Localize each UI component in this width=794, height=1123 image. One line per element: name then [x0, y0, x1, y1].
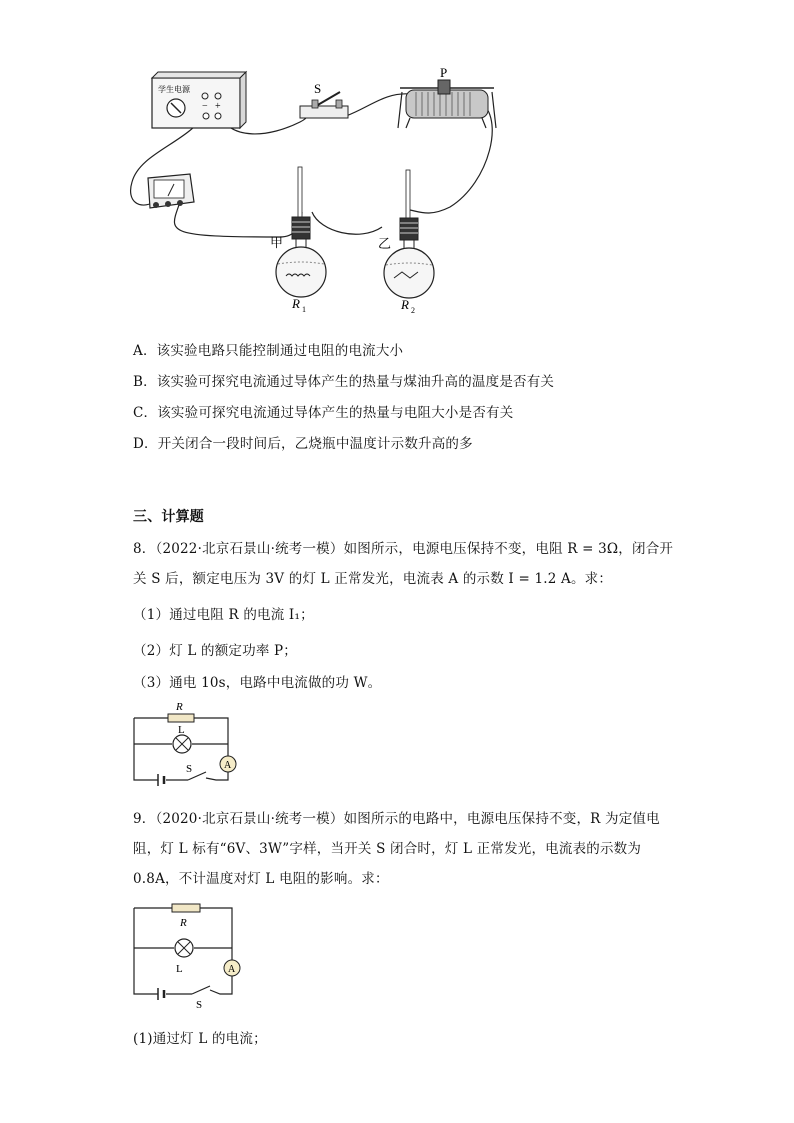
svg-text:+: + — [215, 101, 221, 112]
q8-line1: 8．（2022·北京石景山·统考一模）如图所示，电源电压保持不变，电阻 R = 3Ω，闭合开 — [133, 541, 674, 557]
svg-text:L: L — [178, 724, 185, 736]
option-a: A．该实验电路只能控制通过电阻的电流大小 — [133, 343, 404, 359]
lamp-icon — [173, 735, 191, 753]
ammeter-icon — [224, 960, 240, 976]
knife-switch — [300, 81, 348, 118]
power-supply-label: 学生电源 — [158, 85, 190, 94]
lamp-icon — [175, 939, 193, 957]
q8-sub3: （3）通电 10s，电路中电流做的功 W。 — [133, 675, 382, 691]
q9-line2: 阻，灯 L 标有“6V、3W”字样，当开关 S 闭合时，灯 L 正常发光，电流表的示数为 — [133, 841, 642, 857]
resistor-r-icon — [168, 714, 194, 722]
switch-label: S — [314, 81, 322, 96]
power-supply — [152, 72, 246, 128]
slider-label: P — [440, 65, 448, 80]
svg-text:L: L — [176, 963, 183, 975]
svg-text:−: − — [202, 101, 208, 112]
q9-circuit-diagram — [128, 898, 250, 1008]
q8-sub2: （2）灯 L 的额定功率 P； — [133, 643, 298, 659]
q8-line2: 关 S 后，额定电压为 3V 的灯 L 正常发光，电流表 A 的示数 I = 1.2 A。求： — [133, 571, 613, 587]
sliding-rheostat — [398, 65, 496, 128]
q8-sub1: （1）通过电阻 R 的电流 I₁； — [133, 607, 314, 623]
section-title: 三、计算题 — [133, 509, 204, 525]
q9-line3: 0.8A，不计温度对灯 L 电阻的影响。求： — [133, 871, 389, 887]
experiment-apparatus-figure — [120, 62, 520, 324]
q9-sub1: (1)通过灯 L 的电流； — [133, 1031, 267, 1047]
flask-yi — [378, 170, 434, 315]
flask-left-label: 甲 — [270, 235, 284, 250]
ammeter — [148, 174, 194, 208]
resistor-r-icon — [172, 904, 200, 912]
svg-text:S: S — [186, 763, 193, 775]
resistor-r1-label: R — [292, 296, 300, 311]
svg-text:1: 1 — [302, 305, 306, 314]
svg-text:R: R — [180, 917, 187, 929]
flask-jia — [270, 167, 326, 314]
ammeter-icon — [220, 756, 236, 772]
option-c: C．该实验可探究电流通过导体产生的热量与电阻大小是否有关 — [133, 405, 514, 421]
svg-text:A: A — [224, 760, 232, 771]
slider-p — [438, 80, 450, 94]
option-d: D．开关闭合一段时间后，乙烧瓶中温度计示数升高的多 — [133, 436, 473, 452]
svg-text:2: 2 — [411, 306, 415, 315]
resistor-r2-label: R — [401, 297, 409, 312]
q9-line1: 9．（2020·北京石景山·统考一模）如图所示的电路中，电源电压保持不变，R 为定值电 — [133, 811, 660, 827]
svg-text:R: R — [176, 701, 183, 713]
svg-text:S: S — [196, 999, 203, 1008]
q8-circuit-diagram — [128, 698, 244, 786]
option-b: B．该实验可探究电流通过导体产生的热量与煤油升高的温度是否有关 — [133, 374, 555, 390]
flask-right-label: 乙 — [378, 236, 392, 251]
svg-text:A: A — [228, 964, 236, 975]
